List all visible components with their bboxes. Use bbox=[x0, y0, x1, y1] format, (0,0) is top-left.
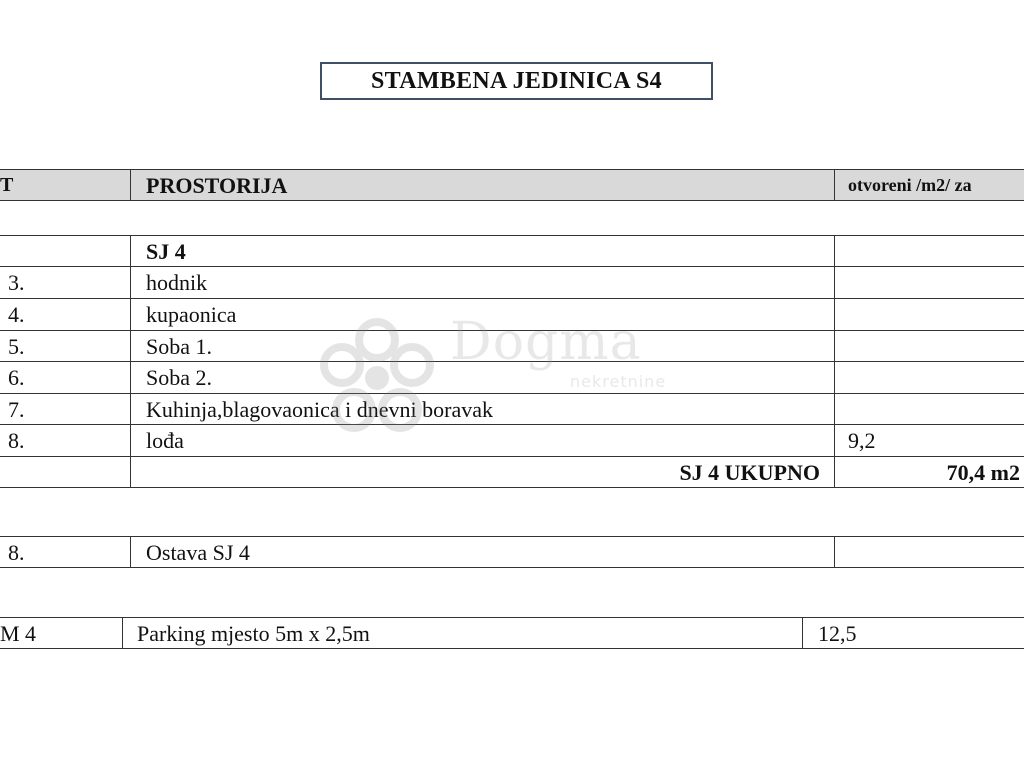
header-col-area: otvoreni /m2/ za bbox=[848, 175, 972, 195]
room-name: Soba 1. bbox=[146, 334, 212, 359]
room-name: Soba 2. bbox=[146, 365, 212, 390]
room-number: 6. bbox=[8, 365, 25, 390]
storage-name: Ostava SJ 4 bbox=[146, 540, 250, 565]
room-name: Kuhinja,blagovaonica i dnevni boravak bbox=[146, 397, 494, 422]
storage-number: 8. bbox=[8, 540, 25, 565]
watermark-sub: nekretnine bbox=[570, 372, 667, 391]
room-name: lođa bbox=[146, 428, 184, 453]
column-divider bbox=[834, 169, 835, 201]
parking-name: Parking mjesto 5m x 2,5m bbox=[137, 621, 370, 646]
room-number: 5. bbox=[8, 334, 25, 359]
dogma-watermark bbox=[312, 310, 712, 460]
document-title bbox=[320, 62, 713, 100]
room-name: hodnik bbox=[146, 270, 208, 295]
room-number: 8. bbox=[8, 428, 25, 453]
column-divider bbox=[122, 617, 123, 649]
column-divider bbox=[834, 235, 835, 488]
parking-number: M 4 bbox=[0, 621, 37, 646]
parking-area: 12,5 bbox=[818, 621, 857, 646]
room-number: 4. bbox=[8, 302, 25, 327]
header-col-no: T bbox=[0, 174, 14, 196]
room-area: 9,2 bbox=[848, 428, 876, 453]
watermark-brand: Dogma bbox=[450, 312, 642, 372]
column-divider bbox=[834, 536, 835, 568]
header-col-room: PROSTORIJA bbox=[146, 173, 288, 198]
document-title-text: STAMBENA JEDINICA S4 bbox=[371, 67, 662, 94]
unit-label: SJ 4 bbox=[146, 239, 186, 264]
column-divider bbox=[130, 235, 131, 488]
column-divider bbox=[802, 617, 803, 649]
room-number: 7. bbox=[8, 397, 25, 422]
room-number: 3. bbox=[8, 270, 25, 295]
column-divider bbox=[130, 536, 131, 568]
column-divider bbox=[130, 169, 131, 201]
total-label: SJ 4 UKUPNO bbox=[679, 460, 820, 485]
flower-logo-icon bbox=[312, 310, 442, 450]
room-name: kupaonica bbox=[146, 302, 237, 327]
total-value: 70,4 m2 bbox=[946, 460, 1020, 485]
